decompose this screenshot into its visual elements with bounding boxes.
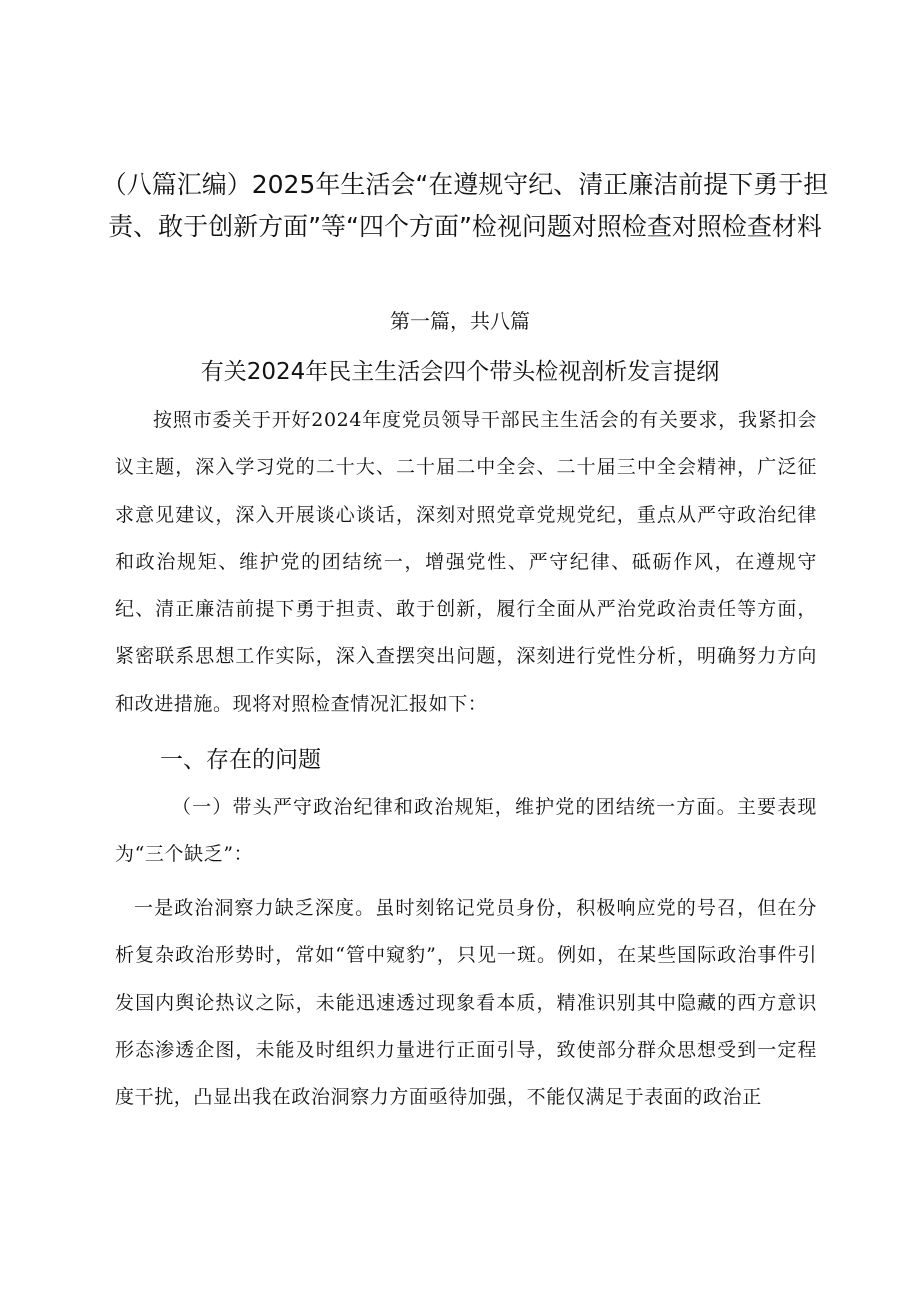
article-subtitle: 有关2024年民主生活会四个带头检视剖析发言提纲: [200, 359, 720, 385]
section-heading: 一、存在的问题: [160, 747, 321, 773]
document-title: （八篇汇编）2025年生活会“在遵规守纪、清正廉洁前提下勇于担责、敢于创新方面”等“四个方面”检视问题对照检查对照检查材料: [101, 170, 829, 241]
point-one-paragraph: 一是政治洞察力缺乏深度。虽时刻铭记党员身份，积极响应党的号召，但在分析复杂政治形势时，常如“管中窥豹”，只见一斑。例如，在某些国际政治事件引发国内舆论热议之际，未能迅速透过现象看本质，精准识别其中隐藏的西方意识形态渗透企图，未能及时组织力量进行正面引导，致使部分群众思想受到一定程度干扰，凸显出我在政治洞察力方面亟待加强，不能仅满足于表面的政治正: [115, 897, 817, 1109]
sub-point-paragraph: （一）带头严守政治纪律和政治规矩，维护党的团结统一方面。主要表现为“三个缺乏”：: [115, 796, 817, 866]
part-label: 第一篇，共八篇: [390, 309, 530, 333]
intro-paragraph: 按照市委关于开好2024年度党员领导干部民主生活会的有关要求，我紧扣会议主题，深入学习党的二十大、二十届二中全会、二十届三中全会精神，广泛征求意见建议，深入开展谈心谈话，深刻对照党章党规党纪，重点从严守政治纪律和政治规矩、维护党的团结统一，增强党性、严守纪律、砥砺作风，在遵规守纪、清正廉洁前提下勇于担责、敢于创新，履行全面从严治党政治责任等方面，紧密联系思想工作实际，深入查摆突出问题，深刻进行党性分析，明确努力方向和改进措施。现将对照检查情况汇报如下：: [115, 409, 817, 715]
